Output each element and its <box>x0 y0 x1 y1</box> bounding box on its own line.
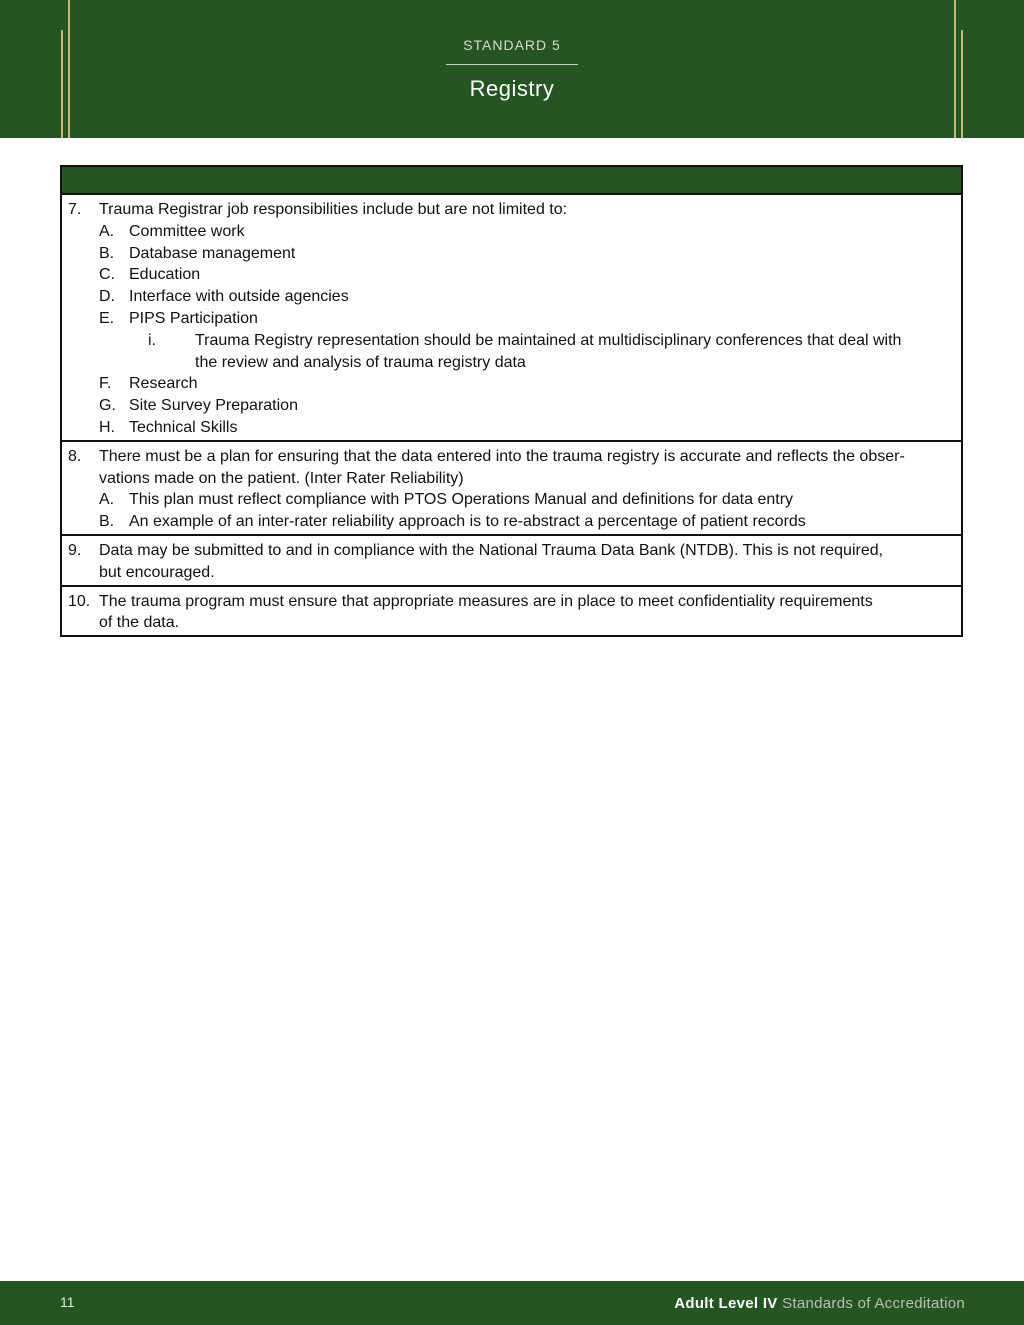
footer-title <box>674 1295 965 1312</box>
table-row <box>62 442 961 536</box>
sub-item-letter: F. <box>99 375 112 393</box>
sub-item-text: Education <box>129 266 201 284</box>
sub-item-text: Site Survey Preparation <box>129 397 298 415</box>
footer-title-bold: Adult Level IV <box>674 1295 778 1312</box>
item-number: 8. <box>68 447 82 465</box>
sub-item-text: Committee work <box>129 222 245 240</box>
sub-item-text: An example of an inter-rater reliability approach is to re-abstract a percentage of patient records <box>129 513 806 531</box>
standards-table <box>60 165 963 637</box>
sub-item-letter: B. <box>99 244 115 262</box>
decorative-line <box>954 0 956 138</box>
sub-item-text: Technical Skills <box>129 418 238 436</box>
item-number: 10. <box>68 592 91 610</box>
sub-item-text: PIPS Participation <box>129 309 258 327</box>
header-divider <box>446 64 578 65</box>
sub-item-text: This plan must reflect compliance with PTOS Operations Manual and definitions for data entry <box>129 491 794 509</box>
table-header-bar <box>62 167 961 195</box>
page-title: Registry <box>469 76 555 101</box>
sub-item-letter: D. <box>99 288 115 306</box>
table-row <box>62 195 961 442</box>
table-row <box>62 536 961 587</box>
section-label: STANDARD 5 <box>463 37 561 53</box>
item-text: The trauma program must ensure that appropriate measures are in place to meet confidentiality requirements <box>99 592 873 610</box>
sub-item-text: Interface with outside agencies <box>129 288 349 306</box>
page-footer <box>0 1281 1024 1325</box>
item-text: Data may be submitted to and in compliance with the National Trauma Data Bank (NTDB). This is not required, <box>99 541 884 559</box>
item-text-continued: of the data. <box>99 614 180 632</box>
sub-item-letter: A. <box>99 491 115 509</box>
item-text: There must be a plan for ensuring that the data entered into the trauma registry is accurate and reflects the obser- <box>99 447 905 465</box>
sub-item-letter: E. <box>99 309 115 327</box>
item-text: Trauma Registrar job responsibilities include but are not limited to: <box>99 201 568 218</box>
sub-item-letter: C. <box>99 266 115 284</box>
sub-item-letter: B. <box>99 513 115 531</box>
sub-item-letter: H. <box>99 418 115 436</box>
footer-title-light: Standards of Accreditation <box>782 1295 965 1312</box>
page-header <box>0 0 1024 138</box>
sub-item-text: Database management <box>129 244 296 262</box>
sub-sub-item-text-continued: the review and analysis of trauma registry data <box>195 353 526 371</box>
page-number: 11 <box>60 1294 75 1310</box>
decorative-line <box>68 0 70 138</box>
item-number: 7. <box>68 201 82 218</box>
item-text-continued: vations made on the patient. (Inter Rater Reliability) <box>99 469 464 487</box>
sub-item-letter: A. <box>99 222 115 240</box>
item-number: 9. <box>68 541 82 559</box>
sub-sub-item-numeral: i. <box>148 331 156 349</box>
sub-sub-item-text: Trauma Registry representation should be maintained at multidisciplinary conferences that deal with <box>195 331 902 349</box>
sub-item-text: Research <box>129 375 198 393</box>
table-row <box>62 587 961 636</box>
item-text-continued: but encouraged. <box>99 563 215 581</box>
sub-item-letter: G. <box>99 397 116 415</box>
